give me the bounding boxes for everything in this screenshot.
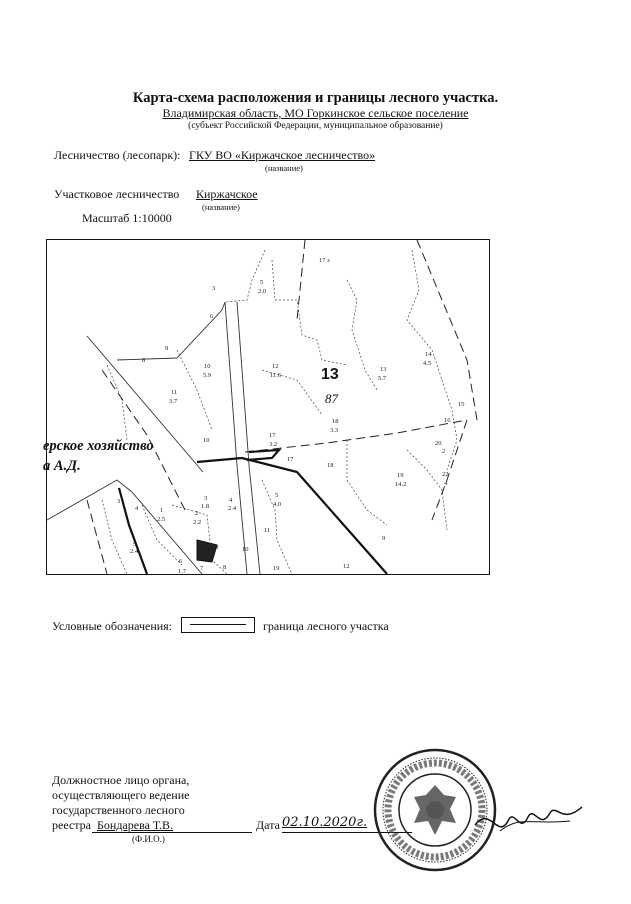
forestry-name-caption: (название) [265,163,303,173]
official-line-3: государственного лесного [52,803,185,817]
compartment-label: 10 [204,363,211,370]
compartment-label: 3.3 [330,427,339,434]
compartment-label: 8 [223,564,227,571]
farm-label-2: а А.Д. [43,458,81,474]
compartment-boundary [442,380,457,470]
name-underline [92,832,252,833]
compartment-label: 5 [275,492,279,499]
compartment-label: 3.7 [169,398,178,405]
map-drawing [43,240,489,575]
compartment-label: 6 [179,558,183,565]
district-value: Киржачское [196,187,258,201]
forest-map [43,239,490,575]
official-name: Бондарева Т.В. [97,818,174,832]
signature [470,795,588,845]
compartment-boundary [347,280,377,390]
compartment-label: 4 [229,497,233,504]
dashed-boundary [245,420,467,452]
compartment-boundary [107,365,127,440]
compartment-label: 10 [242,546,249,553]
compartment-label: 12 [272,363,279,370]
compartment-label: 1.8 [201,503,210,510]
compartment-boundary [347,440,387,525]
plot-boundary [119,488,147,574]
compartment-label: 1 [160,507,164,514]
compartment-label: 20 [435,440,442,447]
dashed-boundary [432,420,467,520]
legend-label: Условные обозначения: [52,619,173,633]
region-caption: (субъект Российской Федерации, муниципальное образование) [188,121,443,131]
legend-text: граница лесного участка [263,619,389,633]
plot-boundary [197,458,387,574]
forestry-value: ГКУ ВО «Киржачское лесничество» [189,148,376,162]
dashed-boundary [87,500,107,574]
compartment-label: 17 [269,432,276,439]
compartment-label: 6 [210,313,214,320]
dashed-boundary [297,240,305,320]
compartment-label: 2.0 [258,288,267,295]
compartment-label: 2.4 [228,505,237,512]
compartment-label: 5.7 [378,375,387,382]
block-area: 87 [325,391,338,406]
compartment-label: 17 з [319,257,330,264]
compartment-label: 18 [327,462,334,469]
legend-line [190,624,246,625]
compartment-label: 2.2 [193,519,202,526]
compartment-label: 9 [382,535,386,542]
date-label: Дата [256,818,280,832]
compartment-label: 5.9 [203,372,212,379]
compartment-label: 8 [142,357,146,364]
plot-marker [247,450,279,460]
compartment-label: 2.5 [157,516,166,523]
compartment-label: 1.7 [178,568,187,575]
compartment-label: 3 [212,285,216,292]
official-line-2: осуществляющего ведение [52,788,190,802]
compartment-label: 4 [135,505,139,512]
compartment-boundary [142,505,182,565]
compartment-label: 12 [343,563,350,570]
date-value: 02.10.2020г. [282,815,368,830]
compartment-label: 3.2 [269,441,278,448]
compartment-label: 4.5 [423,360,432,367]
compartment-label: 19 [397,472,404,479]
compartment-boundary [272,260,347,365]
compartment-label: 22 [442,471,449,478]
legend-swatch [181,617,255,633]
compartment-label: 11 [264,527,271,534]
compartment-label: 3 [204,495,208,502]
compartment-label: 16 [444,417,451,424]
compartment-label: 11 [171,389,178,396]
compartment-label: 10 [203,437,210,444]
compartment-boundary [177,350,212,430]
compartment-label: 4 [444,480,448,487]
region-line [0,106,631,121]
compartment-label: 5 [260,279,264,286]
compartment-label: 2 [442,448,446,455]
compartment-label: 19 [273,565,280,572]
compartment-label: 9 [215,544,219,551]
compartment-label: 9 [165,345,169,352]
compartment-label: 13 [380,366,387,373]
district-name-caption: (название) [202,202,240,212]
compartment-label: 18 [332,418,339,425]
official-block [52,773,189,818]
compartment-label: 7 [200,565,204,572]
hatched-area [197,540,217,562]
forestry-label: Лесничество (лесопарк): [54,148,181,162]
compartment-label: 15 [458,401,465,408]
fio-caption: (Ф.И.О.) [132,834,165,844]
compartment-label: 2.4 [130,548,139,555]
road-edge-left [225,302,247,574]
page-title: Карта-схема расположения и границы лесного участка. [132,90,499,106]
compartment-label: 2 [195,510,199,517]
farm-label: ерское хозяйство [43,438,154,454]
compartment-label: 14.2 [395,481,407,488]
compartment-label: 11.6 [270,372,282,379]
compartment-boundary [407,450,447,530]
compartment-label: 17 [287,456,294,463]
official-line-1: Должностное лицо органа, [52,773,190,787]
road-edge-right [237,302,260,574]
compartment-label: 3 [117,498,121,505]
compartment-label: 4.0 [273,501,282,508]
region-text: Владимирская область, МО Горкинское сельское поселение [162,106,469,120]
compartment-boundary [102,500,127,574]
quarter-line [117,302,225,360]
scale-label: Масштаб 1:10000 [82,211,172,225]
block-number: 13 [321,366,339,383]
compartment-label: 14 [425,351,432,358]
registry-label: реестра [52,818,91,832]
district-label: Участковое лесничество [54,187,180,201]
compartment-label: 5 [133,541,137,548]
dashed-boundary [417,240,477,420]
